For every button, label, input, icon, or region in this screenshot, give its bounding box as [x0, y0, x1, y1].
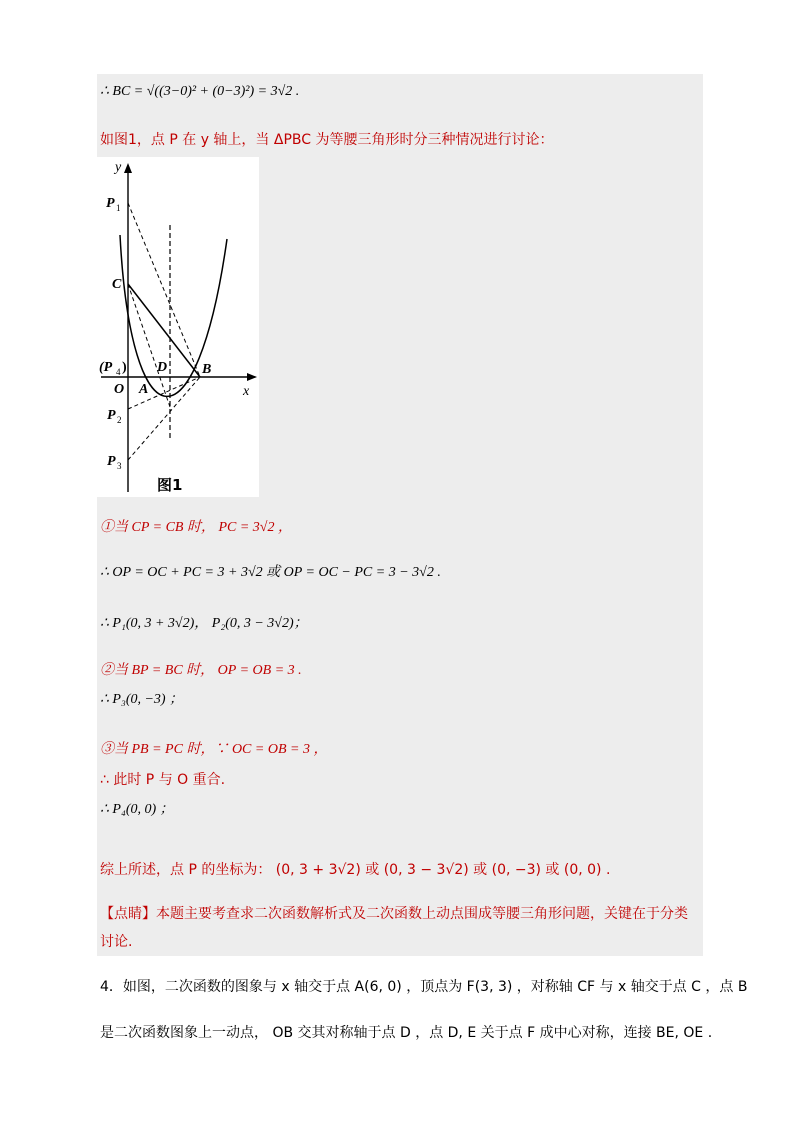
bc-length-line: ∴ BC = √((3−0)² + (0−3)²) = 3√2 . [100, 84, 300, 99]
case3-result: ∴ P₄(0, 0) ； [100, 802, 174, 817]
label-p1 [106, 196, 121, 213]
svg-text:3: 3 [117, 461, 122, 471]
case1-condition: ①当 CP = CB 时， PC = 3√2 ， [100, 520, 292, 535]
figure-1-svg [97, 157, 259, 497]
label-a: A [139, 382, 149, 397]
label-x: x [243, 384, 250, 399]
figure-1 [97, 157, 259, 497]
figure-intro-line: 如图1，点 P 在 y 轴上，当 ΔPBC 为等腰三角形时分三种情况进行讨论： [100, 132, 554, 148]
svg-text:P: P [106, 196, 115, 211]
summary-line: 综上所述，点 P 的坐标为： (0, 3 + 3√2) 或 (0, 3 − 3√2) 或 (0, −3) 或 (0, 0) . [100, 862, 611, 878]
comment-line-1: 【点睛】本题主要考查求二次函数解析式及二次函数上动点围成等腰三角形问题，关键在于分类 [100, 906, 688, 922]
case2-result: ∴ P₃(0, −3) ； [100, 692, 184, 707]
svg-text:2: 2 [117, 415, 122, 425]
label-c: C [112, 277, 122, 292]
case3-condition: ③当 PB = PC 时，∵ OC = OB = 3 ， [100, 742, 328, 757]
svg-text:): ) [122, 360, 127, 375]
figure-caption: 图1 [157, 476, 183, 494]
svg-text:P: P [107, 454, 116, 469]
label-p2 [107, 408, 122, 425]
dashed-p1-b [128, 203, 200, 377]
label-d: D [157, 360, 168, 375]
question4-line-1: 4．如图，二次函数的图象与 x 轴交于点 A(6, 0) ，顶点为 F(3, 3) ，对称轴 CF 与 x 轴交于点 C ，点 B [100, 979, 748, 995]
svg-text:1: 1 [116, 203, 121, 213]
question4-line-2: 是二次函数图象上一动点， OB 交其对称轴于点 D ，点 D, E 关于点 F 成中心对称，连接 BE, OE . [100, 1025, 713, 1041]
case1-calculation: ∴ OP = OC + PC = 3 + 3√2 或 OP = OC − PC = 3 − 3√2 . [100, 565, 441, 580]
label-p4 [99, 360, 127, 377]
y-axis-arrow [124, 163, 132, 173]
svg-text:4: 4 [116, 367, 121, 377]
case3-note: ∴ 此时 P 与 O 重合. [100, 772, 226, 788]
comment-line-2: 讨论. [100, 934, 133, 950]
case1-result: ∴ P₁(0, 3 + 3√2)， P₂(0, 3 − 3√2)； [100, 616, 308, 631]
svg-text:P: P [107, 408, 116, 423]
x-axis-arrow [247, 373, 257, 381]
label-p3 [107, 454, 122, 471]
label-y: y [115, 160, 122, 175]
svg-text:(P: (P [99, 360, 113, 375]
label-o: O [114, 382, 125, 397]
label-b: B [202, 362, 212, 377]
case2-condition: ②当 BP = BC 时， OP = OB = 3 . [100, 663, 302, 678]
